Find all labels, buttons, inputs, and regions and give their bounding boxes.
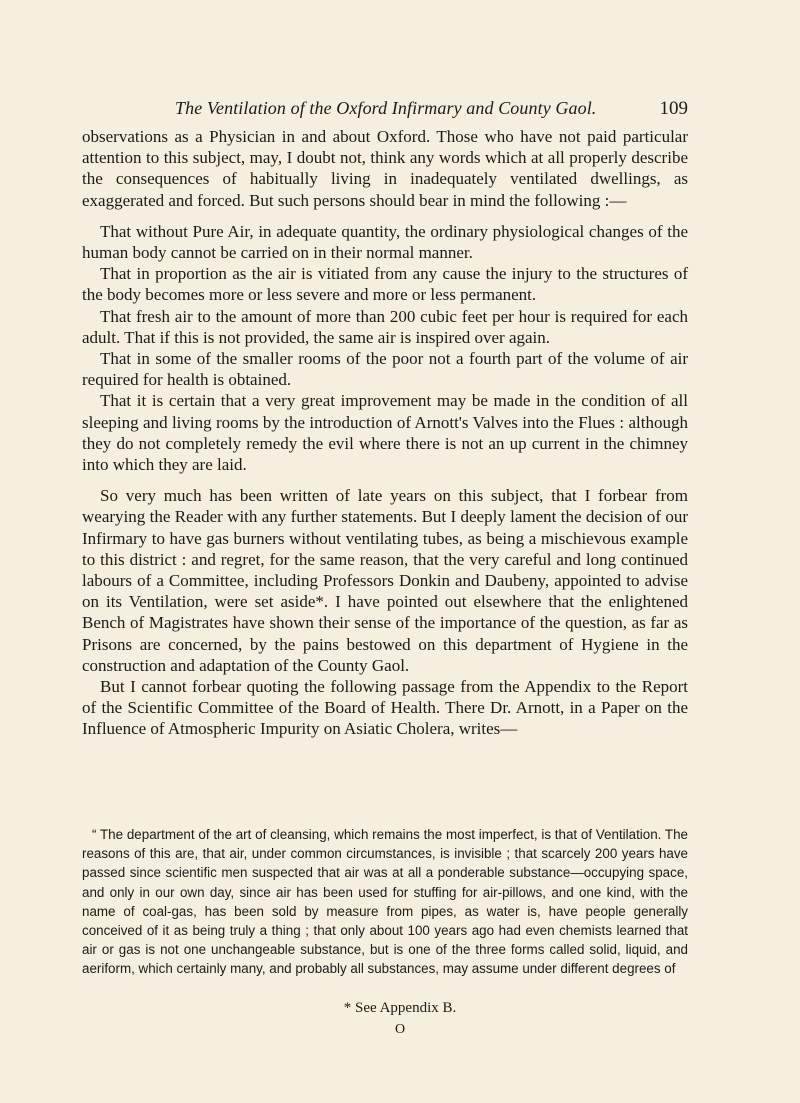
body-text [82, 126, 688, 740]
paragraph: So very much has been written of late years on this subject, that I forbear from wearying the Reader with any further statements. But I deeply lament the decision of our Infirmary to have gas burners without ventilating tubes, as being a mischievous example to this district : and regret, for the same reason, that the very careful and long continued labours of a Committee, including Professors Donkin and Daubeny, appointed to advise on its Ventilation, were set aside*. I have pointed out elsewhere that the enlightened Bench of Magistrates have shown their sense of the importance of the question, as far as Prisons are concerned, by the pains bestowed on this department of Hygiene in the construction and adaptation of the County Gaol. [82, 486, 688, 675]
paragraph: That fresh air to the amount of more than 200 cubic feet per hour is required for each adult. That if this is not provided, the same air is inspired over again. [82, 306, 688, 347]
paragraph: That in proportion as the air is vitiated from any cause the injury to the structures of the body becomes more or less severe and more or less permanent. [82, 264, 688, 305]
signature-mark: O [394, 1022, 406, 1037]
page-number: 109 [659, 98, 688, 119]
paragraph: observations as a Physician in and about Oxford. Those who have not paid particular attention to this subject, may, I doubt not, think any words which at all properly describe the consequences of habitually living in inadequately ventilated dwellings, as exaggerated and forced. But such persons should bear in mind the following :— [82, 127, 688, 210]
paragraph: That it is certain that a very great improvement may be made in the condition of all sleeping and living rooms by the introduction of Arnott's Valves into the Flues : although they do not completely remedy the evil where there is not an up current in the chimney into which they are laid. [82, 391, 688, 475]
paragraph: That without Pure Air, in adequate quantity, the ordinary physiological changes of the human body cannot be carried on in their normal manner. [82, 221, 688, 263]
paragraph: But I cannot forbear quoting the following passage from the Appendix to the Report of the Scientific Committee of the Board of Health. There Dr. Arnott, in a Paper on the Influence of Atmospheric Impurity on Asiatic Cholera, writes— [82, 677, 688, 739]
quote-text: “ The department of the art of cleansing, which remains the most imperfect, is that of Ventilation. The reasons of this are, that air, under common circumstances, is invisible ; that scarcely 200 years have passed since scientific men suspected that air was at all a ponderable substance—occupying space, and only in our own day, since air has been used for stuffing for air-pillows, and one kind, with the name of coal-gas, has been sold by measure from pipes, as water is, have people generally conceived of it as being truly a thing ; that only about 100 years ago had even chemists learned that air or gas is not one unchangeable substance, but is one of the three forms called solid, liquid, and aeriform, which certainly many, and probably all substances, may assume under different degrees of [82, 827, 688, 977]
paragraph: That in some of the smaller rooms of the poor not a fourth part of the volume of air required for health is obtained. [82, 349, 688, 390]
running-header: The Ventilation of the Oxford Infirmary and County Gaol. [175, 98, 597, 118]
footnote: * See Appendix B. [343, 1000, 457, 1016]
block-quote [82, 825, 688, 979]
